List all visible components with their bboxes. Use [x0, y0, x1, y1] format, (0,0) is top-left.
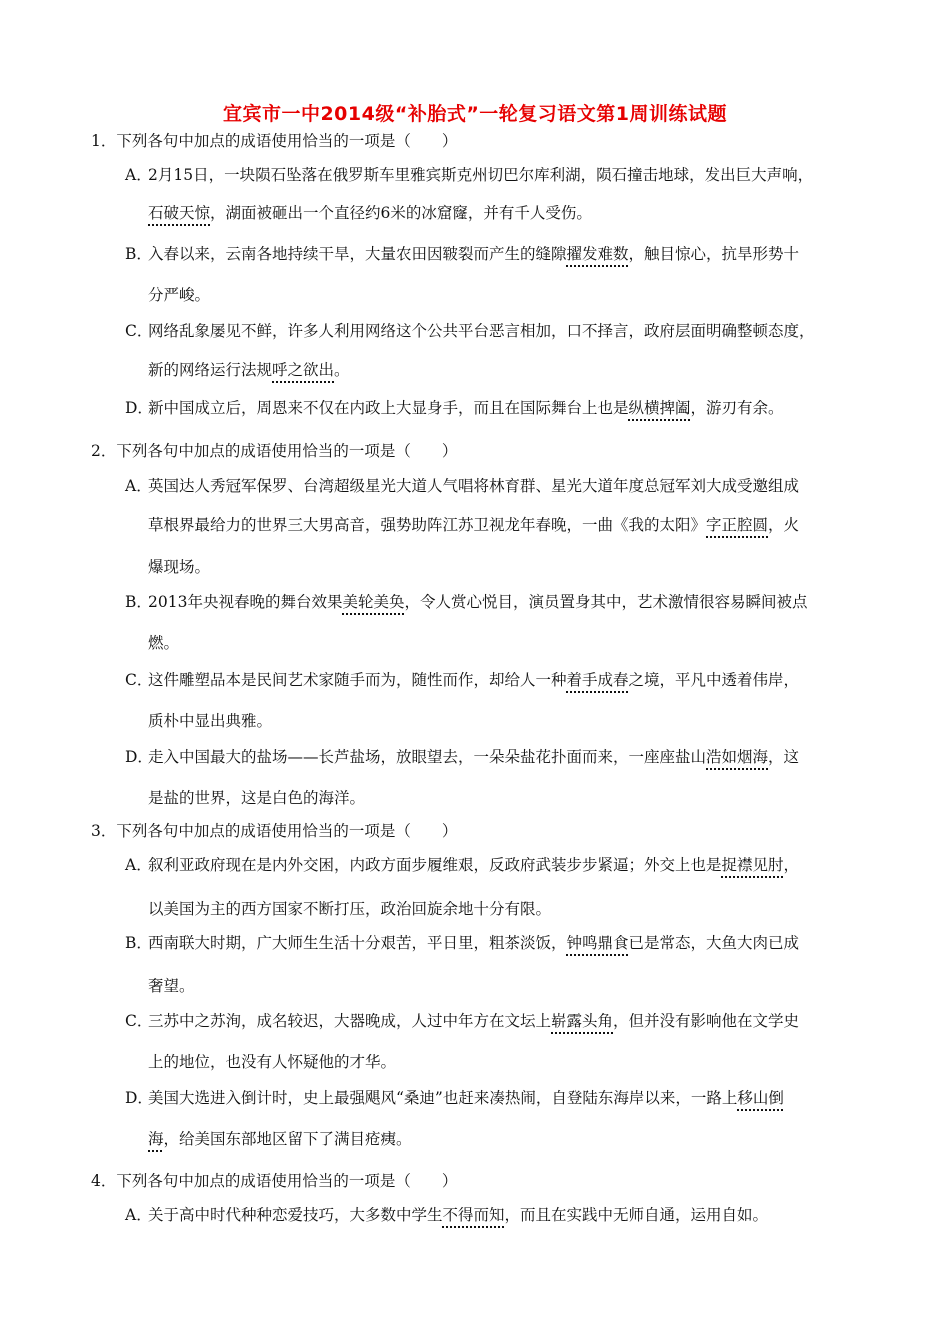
option-label: A．: [125, 856, 152, 874]
option-text: 这件雕塑品本是民间艺术家随手而为，随性而作，却给人一种: [148, 671, 567, 689]
q1-option-a-line2: [148, 203, 592, 223]
dotted-idiom: 字正腔圆: [706, 516, 769, 534]
q2-option-d-line1: [125, 747, 799, 767]
option-text: 之境，平凡中透着伟岸，: [628, 671, 800, 689]
option-label: C．: [125, 322, 153, 340]
q2-option-d-line2: 是盐的世界，这是白色的海洋。: [148, 789, 366, 807]
dotted-idiom: 美轮美奂: [342, 593, 405, 611]
option-text: 新中国成立后，周恩来不仅在内政上大显身手，而且在国际舞台上也是: [148, 399, 629, 417]
q3-option-c-line2: 上的地位，也没有人怀疑他的才华。: [148, 1053, 397, 1071]
option-text: ，令人赏心悦目，演员置身其中，艺术激情很容易瞬间被点: [404, 593, 808, 611]
q3-option-a-line1: [125, 855, 799, 875]
q3-option-c-line1: [125, 1011, 799, 1031]
document-title: 宜宾市一中2014级“补胎式”一轮复习语文第1周训练试题: [222, 103, 728, 125]
q3-option-b-line2: 奢望。: [148, 977, 195, 995]
q3-option-b-line1: [125, 933, 799, 953]
q3-option-d-line1: [125, 1088, 784, 1108]
question-2-stem: 2．下列各句中加点的成语使用恰当的一项是（ ）: [91, 442, 458, 460]
dotted-idiom: 着手成春: [566, 671, 629, 689]
dotted-idiom: 呼之欲出: [272, 361, 335, 379]
option-label: A．: [125, 166, 152, 184]
option-text: 2013年央视春晚的舞台效果: [148, 593, 343, 611]
option-label: B．: [125, 593, 152, 611]
dotted-idiom: 海: [148, 1130, 164, 1148]
option-text: ，而且在实践中无师自通，运用自如。: [504, 1206, 769, 1224]
option-text: 叙利亚政府现在是内外交困，内政方面步履维艰，反政府武装步步紧逼；外交上也是: [148, 856, 722, 874]
q1-option-b-line1: [125, 244, 799, 264]
dotted-idiom: 纵横捭阖: [628, 399, 691, 417]
q1-option-a-line1: [125, 165, 813, 185]
q2-option-b-line2: 燃。: [148, 634, 180, 652]
dotted-idiom: 石破天惊: [148, 204, 211, 222]
q2-option-c-line1: [125, 670, 799, 690]
q2-option-a-line1: [125, 476, 799, 496]
option-text: 美国大选进入倒计时，史上最强飓风“桑迪”也赶来凑热闹，自登陆东海岸以来，一路上: [148, 1089, 738, 1107]
question-4-stem: 4．下列各句中加点的成语使用恰当的一项是（ ）: [91, 1172, 458, 1190]
option-label: C．: [125, 671, 153, 689]
dotted-idiom: 擢发难数: [566, 245, 629, 263]
q2-option-b-line1: [125, 592, 807, 612]
dotted-idiom: 不得而知: [442, 1206, 505, 1224]
option-text: ，游刃有余。: [690, 399, 784, 417]
option-text: 英国达人秀冠军保罗、台湾超级星光大道人气唱将林育群、星光大道年度总冠军刘大成受邀组成: [148, 477, 800, 495]
q1-option-c-line2: [148, 360, 350, 380]
option-label: D．: [125, 748, 153, 766]
q1-option-d-line1: [125, 398, 784, 418]
q2-option-a-line3: 爆现场。: [148, 558, 211, 576]
option-text: 。: [334, 361, 350, 379]
option-text: ，触目惊心，抗旱形势十: [628, 245, 800, 263]
option-label: D．: [125, 1089, 153, 1107]
option-text: ，但并没有影响他在文学史: [613, 1012, 800, 1030]
option-text: 西南联大时期，广大师生生活十分艰苦，平日里，粗茶淡饭，: [148, 934, 567, 952]
option-text: ，给美国东部地区留下了满目疮痍。: [163, 1130, 412, 1148]
q1-option-b-line2: 分严峻。: [148, 286, 211, 304]
dotted-idiom: 捉襟见肘: [721, 856, 784, 874]
option-text: 入春以来，云南各地持续干旱，大量农田因皲裂而产生的缝隙: [148, 245, 567, 263]
option-text: 已是常态，大鱼大肉已成: [628, 934, 800, 952]
option-text: ，这: [768, 748, 800, 766]
dotted-idiom: 移山倒: [737, 1089, 784, 1107]
option-label: A．: [125, 1206, 152, 1224]
option-text: 网络乱象屡见不鲜，许多人利用网络这个公共平台恶言相加，口不择言，政府层面明确整顿态度，: [148, 322, 815, 340]
option-label: B．: [125, 245, 152, 263]
option-text: 走入中国最大的盐场——长芦盐场，放眼望去，一朵朵盐花扑面而来，一座座盐山: [148, 748, 707, 766]
question-3-stem: 3．下列各句中加点的成语使用恰当的一项是（ ）: [91, 822, 458, 840]
question-1-stem: 1．下列各句中加点的成语使用恰当的一项是（ ）: [91, 132, 458, 150]
dotted-idiom: 钟鸣鼎食: [566, 934, 629, 952]
q2-option-c-line2: 质朴中显出典雅。: [148, 712, 273, 730]
option-text: 三苏中之苏洵，成名较迟，大器晚成，人过中年方在文坛上: [148, 1012, 552, 1030]
option-label: B．: [125, 934, 152, 952]
option-text: 关于高中时代种种恋爱技巧，大多数中学生: [148, 1206, 443, 1224]
q1-option-c-line1: [125, 321, 815, 341]
option-label: D．: [125, 399, 153, 417]
option-text: ，湖面被砸出一个直径约6米的冰窟窿，并有千人受伤。: [210, 204, 592, 222]
q3-option-d-line2: [148, 1129, 412, 1149]
q3-option-a-line2: 以美国为主的西方国家不断打压，政治回旋余地十分有限。: [148, 900, 552, 918]
option-text: 新的网络运行法规: [148, 361, 273, 379]
option-text: 草根界最给力的世界三大男高音，强势助阵江苏卫视龙年春晚，一曲《我的太阳》: [148, 516, 707, 534]
option-label: A．: [125, 477, 152, 495]
option-label: C．: [125, 1012, 153, 1030]
dotted-idiom: 崭露头角: [551, 1012, 614, 1030]
option-text: ，火: [768, 516, 800, 534]
option-text: 2月15日，一块陨石坠落在俄罗斯车里雅宾斯克州切巴尔库利湖，陨石撞击地球，发出巨大声响，: [148, 166, 814, 184]
dotted-idiom: 浩如烟海: [706, 748, 769, 766]
q4-option-a-line1: [125, 1205, 768, 1225]
option-text: ，: [783, 856, 800, 874]
q2-option-a-line2: [148, 515, 799, 535]
